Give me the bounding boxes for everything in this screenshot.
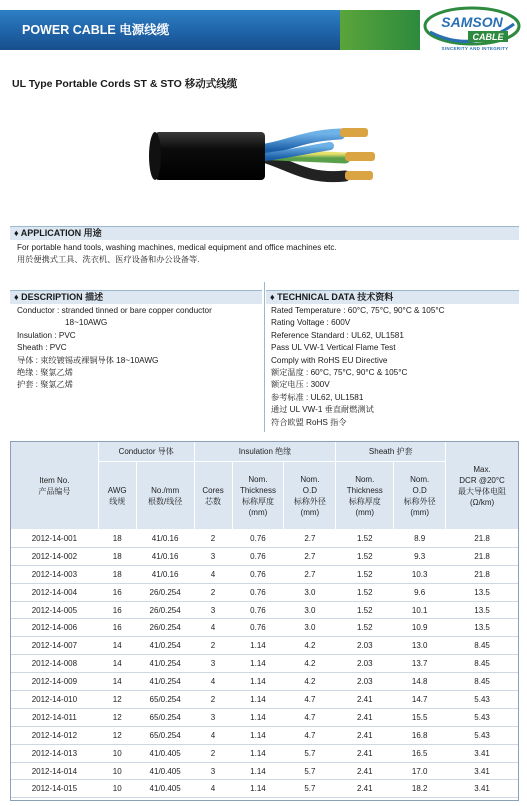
cell-ins-thickness: 1.14 [232, 691, 284, 709]
cell-ins-od: 5.7 [284, 762, 336, 780]
cell-cores: 4 [194, 780, 232, 798]
cell-awg: 16 [98, 601, 136, 619]
cell-awg: 14 [98, 637, 136, 655]
cell-no-mm: 26/0.254 [136, 601, 194, 619]
table-row [11, 726, 519, 744]
cell-sh-thickness: 2.41 [336, 726, 394, 744]
application-heading: ♦ APPLICATION 用途 [10, 226, 519, 240]
cell-sh-thickness: 2.41 [336, 762, 394, 780]
cell-ins-thickness: 1.14 [232, 744, 284, 762]
cell-item-no: 2012-14-010 [11, 691, 99, 709]
description-heading: ♦ DESCRIPTION 描述 [10, 290, 262, 304]
cell-sh-thickness: 1.52 [336, 619, 394, 637]
cell-sh-thickness: 1.52 [336, 601, 394, 619]
diamond-icon: ♦ [14, 292, 22, 302]
table-row [11, 619, 519, 637]
col-cores: Cores 芯数 [194, 462, 232, 530]
cell-cores: 2 [194, 744, 232, 762]
cell-ins-thickness: 0.76 [232, 601, 284, 619]
table-row [11, 744, 519, 762]
logo-tagline: SINCERITY AND INTEGRITY [441, 46, 509, 51]
cell-ins-thickness: 1.14 [232, 780, 284, 798]
cell-ins-thickness: 0.76 [232, 565, 284, 583]
table-row [11, 583, 519, 601]
cell-sh-od: 10.1 [394, 601, 446, 619]
table-row [11, 601, 519, 619]
table-row [11, 565, 519, 583]
cell-item-no: 2012-14-013 [11, 744, 99, 762]
cell-sh-thickness: 1.52 [336, 547, 394, 565]
diamond-icon: ♦ [270, 292, 278, 302]
cell-item-no: 2012-14-009 [11, 673, 99, 691]
description-text: Conductor : stranded tinned or bare copper conductor 18~10AWG Insulation : PVC Sheath : PVC 导体 : 束绞镀锡或裸铜导体 18~10AWG 绝缘 : 聚氯乙烯 护套 : 聚氯乙烯 [17, 306, 212, 390]
cell-no-mm: 41/0.16 [136, 565, 194, 583]
table-row [11, 637, 519, 655]
cell-cores: 4 [194, 673, 232, 691]
page-title: UL Type Portable Cords ST & STO 移动式线缆 [12, 78, 238, 90]
cell-sh-od: 9.6 [394, 583, 446, 601]
cell-sh-thickness: 2.03 [336, 655, 394, 673]
cell-sh-od: 16.8 [394, 726, 446, 744]
cell-sh-od: 14.8 [394, 673, 446, 691]
cell-dcr: 21.8 [446, 547, 519, 565]
spec-table-body [11, 530, 519, 798]
cable-image [140, 118, 390, 198]
cell-cores: 3 [194, 601, 232, 619]
cell-no-mm: 41/0.16 [136, 547, 194, 565]
table-row [11, 655, 519, 673]
cell-no-mm: 41/0.254 [136, 637, 194, 655]
cell-cores: 4 [194, 726, 232, 744]
cell-cores: 3 [194, 655, 232, 673]
cell-sh-od: 9.3 [394, 547, 446, 565]
cell-ins-od: 5.7 [284, 780, 336, 798]
cell-awg: 16 [98, 583, 136, 601]
cell-item-no: 2012-14-005 [11, 601, 99, 619]
cell-sh-thickness: 1.52 [336, 530, 394, 548]
cell-no-mm: 41/0.16 [136, 530, 194, 548]
cell-item-no: 2012-14-007 [11, 637, 99, 655]
cell-sh-od: 10.3 [394, 565, 446, 583]
cell-awg: 12 [98, 726, 136, 744]
cell-sh-od: 15.5 [394, 708, 446, 726]
col-ins-thickness: Nom. Thickness 标称厚度 (mm) [232, 462, 284, 530]
table-row [11, 708, 519, 726]
cell-ins-od: 4.7 [284, 726, 336, 744]
cell-dcr: 3.41 [446, 744, 519, 762]
cell-no-mm: 41/0.405 [136, 744, 194, 762]
cell-no-mm: 41/0.405 [136, 762, 194, 780]
cell-item-no: 2012-14-012 [11, 726, 99, 744]
cell-cores: 2 [194, 637, 232, 655]
col-sh-thickness: Nom. Thickness 标称厚度 (mm) [336, 462, 394, 530]
cell-awg: 18 [98, 565, 136, 583]
cell-ins-thickness: 0.76 [232, 619, 284, 637]
cell-no-mm: 65/0.254 [136, 691, 194, 709]
cell-item-no: 2012-14-006 [11, 619, 99, 637]
cell-awg: 18 [98, 547, 136, 565]
technical-text: Rated Temperature : 60°C, 75°C, 90°C & 105°C Rating Voltage : 600V Reference Standard : UL62, UL1581 Pass UL VW-1 Vertical Flame Test Comply with RoHS EU Directive 额定温度 : 60°C, 75°C, 90°C & 105°C 额定电压 : 300V 参考标准 : UL62, UL1581 通过 UL VW-1 垂直耐燃测试 符合欧盟 RoHS 指令 [271, 306, 445, 427]
table-row [11, 780, 519, 798]
cell-dcr: 5.43 [446, 691, 519, 709]
cell-item-no: 2012-14-011 [11, 708, 99, 726]
cell-dcr: 13.5 [446, 583, 519, 601]
cell-item-no: 2012-14-004 [11, 583, 99, 601]
cell-awg: 10 [98, 744, 136, 762]
cell-ins-od: 2.7 [284, 530, 336, 548]
col-no-mm: No./mm 根数/线径 [136, 462, 194, 530]
cell-cores: 4 [194, 565, 232, 583]
cell-sh-od: 17.0 [394, 762, 446, 780]
cell-item-no: 2012-14-003 [11, 565, 99, 583]
cell-dcr: 8.45 [446, 637, 519, 655]
diamond-icon: ♦ [14, 228, 21, 238]
cell-awg: 12 [98, 708, 136, 726]
cell-cores: 3 [194, 547, 232, 565]
cell-cores: 2 [194, 583, 232, 601]
cell-ins-od: 5.7 [284, 744, 336, 762]
header-accent [340, 10, 420, 50]
cell-dcr: 8.45 [446, 655, 519, 673]
cell-awg: 12 [98, 691, 136, 709]
page-header [0, 0, 527, 62]
col-sh-od: Nom. O.D 标称外径 (mm) [394, 462, 446, 530]
cell-ins-thickness: 1.14 [232, 762, 284, 780]
cell-sh-thickness: 2.03 [336, 637, 394, 655]
cell-ins-thickness: 1.14 [232, 637, 284, 655]
cell-ins-od: 3.0 [284, 601, 336, 619]
header-title: POWER CABLE 电源线缆 [0, 10, 340, 50]
group-sheath: Sheath 护套 [336, 442, 446, 462]
cell-dcr: 21.8 [446, 530, 519, 548]
table-row [11, 762, 519, 780]
cell-cores: 4 [194, 619, 232, 637]
spec-table [10, 441, 519, 798]
cell-cores: 2 [194, 530, 232, 548]
col-awg: AWG 线规 [98, 462, 136, 530]
cell-ins-od: 3.0 [284, 583, 336, 601]
cell-no-mm: 41/0.254 [136, 655, 194, 673]
cell-sh-od: 13.7 [394, 655, 446, 673]
table-row [11, 530, 519, 548]
cell-item-no: 2012-14-008 [11, 655, 99, 673]
table-row [11, 673, 519, 691]
cell-ins-od: 4.7 [284, 708, 336, 726]
cell-ins-od: 4.7 [284, 691, 336, 709]
cell-dcr: 8.45 [446, 673, 519, 691]
cell-item-no: 2012-14-002 [11, 547, 99, 565]
cell-awg: 10 [98, 762, 136, 780]
cell-ins-od: 4.2 [284, 637, 336, 655]
group-insulation: Insulation 绝缘 [194, 442, 336, 462]
cell-ins-thickness: 0.76 [232, 530, 284, 548]
cell-cores: 3 [194, 762, 232, 780]
cell-dcr: 5.43 [446, 726, 519, 744]
group-conductor: Conductor 导体 [98, 442, 194, 462]
cell-sh-thickness: 2.41 [336, 691, 394, 709]
cell-awg: 14 [98, 673, 136, 691]
table-row [11, 691, 519, 709]
cell-ins-od: 4.2 [284, 673, 336, 691]
cell-dcr: 5.43 [446, 708, 519, 726]
col-ins-od: Nom. O.D 标称外径 (mm) [284, 462, 336, 530]
section-divider [264, 282, 265, 432]
cell-ins-od: 2.7 [284, 547, 336, 565]
cell-no-mm: 26/0.254 [136, 583, 194, 601]
table-row [11, 547, 519, 565]
logo-text-2: CABLE [472, 32, 504, 42]
logo-text-1: SAMSON [441, 14, 503, 30]
cell-awg: 18 [98, 530, 136, 548]
cell-sh-thickness: 2.41 [336, 780, 394, 798]
cell-item-no: 2012-14-001 [11, 530, 99, 548]
cell-awg: 16 [98, 619, 136, 637]
cell-ins-thickness: 1.14 [232, 708, 284, 726]
cell-ins-od: 4.2 [284, 655, 336, 673]
cell-no-mm: 65/0.254 [136, 726, 194, 744]
cell-sh-od: 13.0 [394, 637, 446, 655]
cell-ins-thickness: 0.76 [232, 583, 284, 601]
cell-awg: 10 [98, 780, 136, 798]
cell-no-mm: 41/0.254 [136, 673, 194, 691]
cell-no-mm: 65/0.254 [136, 708, 194, 726]
cell-sh-od: 10.9 [394, 619, 446, 637]
application-text: For portable hand tools, washing machines, medical equipment and office machines etc. 用於便携式工具、洗衣机、医疗设备和办公设备等. [17, 243, 337, 265]
cell-awg: 14 [98, 655, 136, 673]
cell-item-no: 2012-14-015 [11, 780, 99, 798]
technical-heading: ♦ TECHNICAL DATA 技术资料 [266, 290, 519, 304]
cell-ins-thickness: 1.14 [232, 726, 284, 744]
col-item-no: Item No. 产品编号 [11, 442, 99, 530]
col-dcr: Max. DCR @20°C 最大导体电阻 (Ω/km) [446, 442, 519, 530]
cell-item-no: 2012-14-014 [11, 762, 99, 780]
cell-sh-thickness: 2.41 [336, 708, 394, 726]
cell-dcr: 21.8 [446, 565, 519, 583]
cell-cores: 3 [194, 708, 232, 726]
cell-cores: 2 [194, 691, 232, 709]
cell-sh-thickness: 2.03 [336, 673, 394, 691]
cell-ins-thickness: 0.76 [232, 547, 284, 565]
cell-ins-od: 2.7 [284, 565, 336, 583]
cell-sh-thickness: 2.41 [336, 744, 394, 762]
cell-sh-od: 18.2 [394, 780, 446, 798]
cell-dcr: 3.41 [446, 780, 519, 798]
cell-sh-thickness: 1.52 [336, 583, 394, 601]
cell-sh-od: 14.7 [394, 691, 446, 709]
cell-sh-thickness: 1.52 [336, 565, 394, 583]
cell-dcr: 3.41 [446, 762, 519, 780]
cell-no-mm: 41/0.405 [136, 780, 194, 798]
cell-no-mm: 26/0.254 [136, 619, 194, 637]
cell-dcr: 13.5 [446, 601, 519, 619]
cell-ins-thickness: 1.14 [232, 673, 284, 691]
cell-sh-od: 16.5 [394, 744, 446, 762]
cell-ins-od: 3.0 [284, 619, 336, 637]
cell-sh-od: 8.9 [394, 530, 446, 548]
cell-ins-thickness: 1.14 [232, 655, 284, 673]
cell-dcr: 13.5 [446, 619, 519, 637]
